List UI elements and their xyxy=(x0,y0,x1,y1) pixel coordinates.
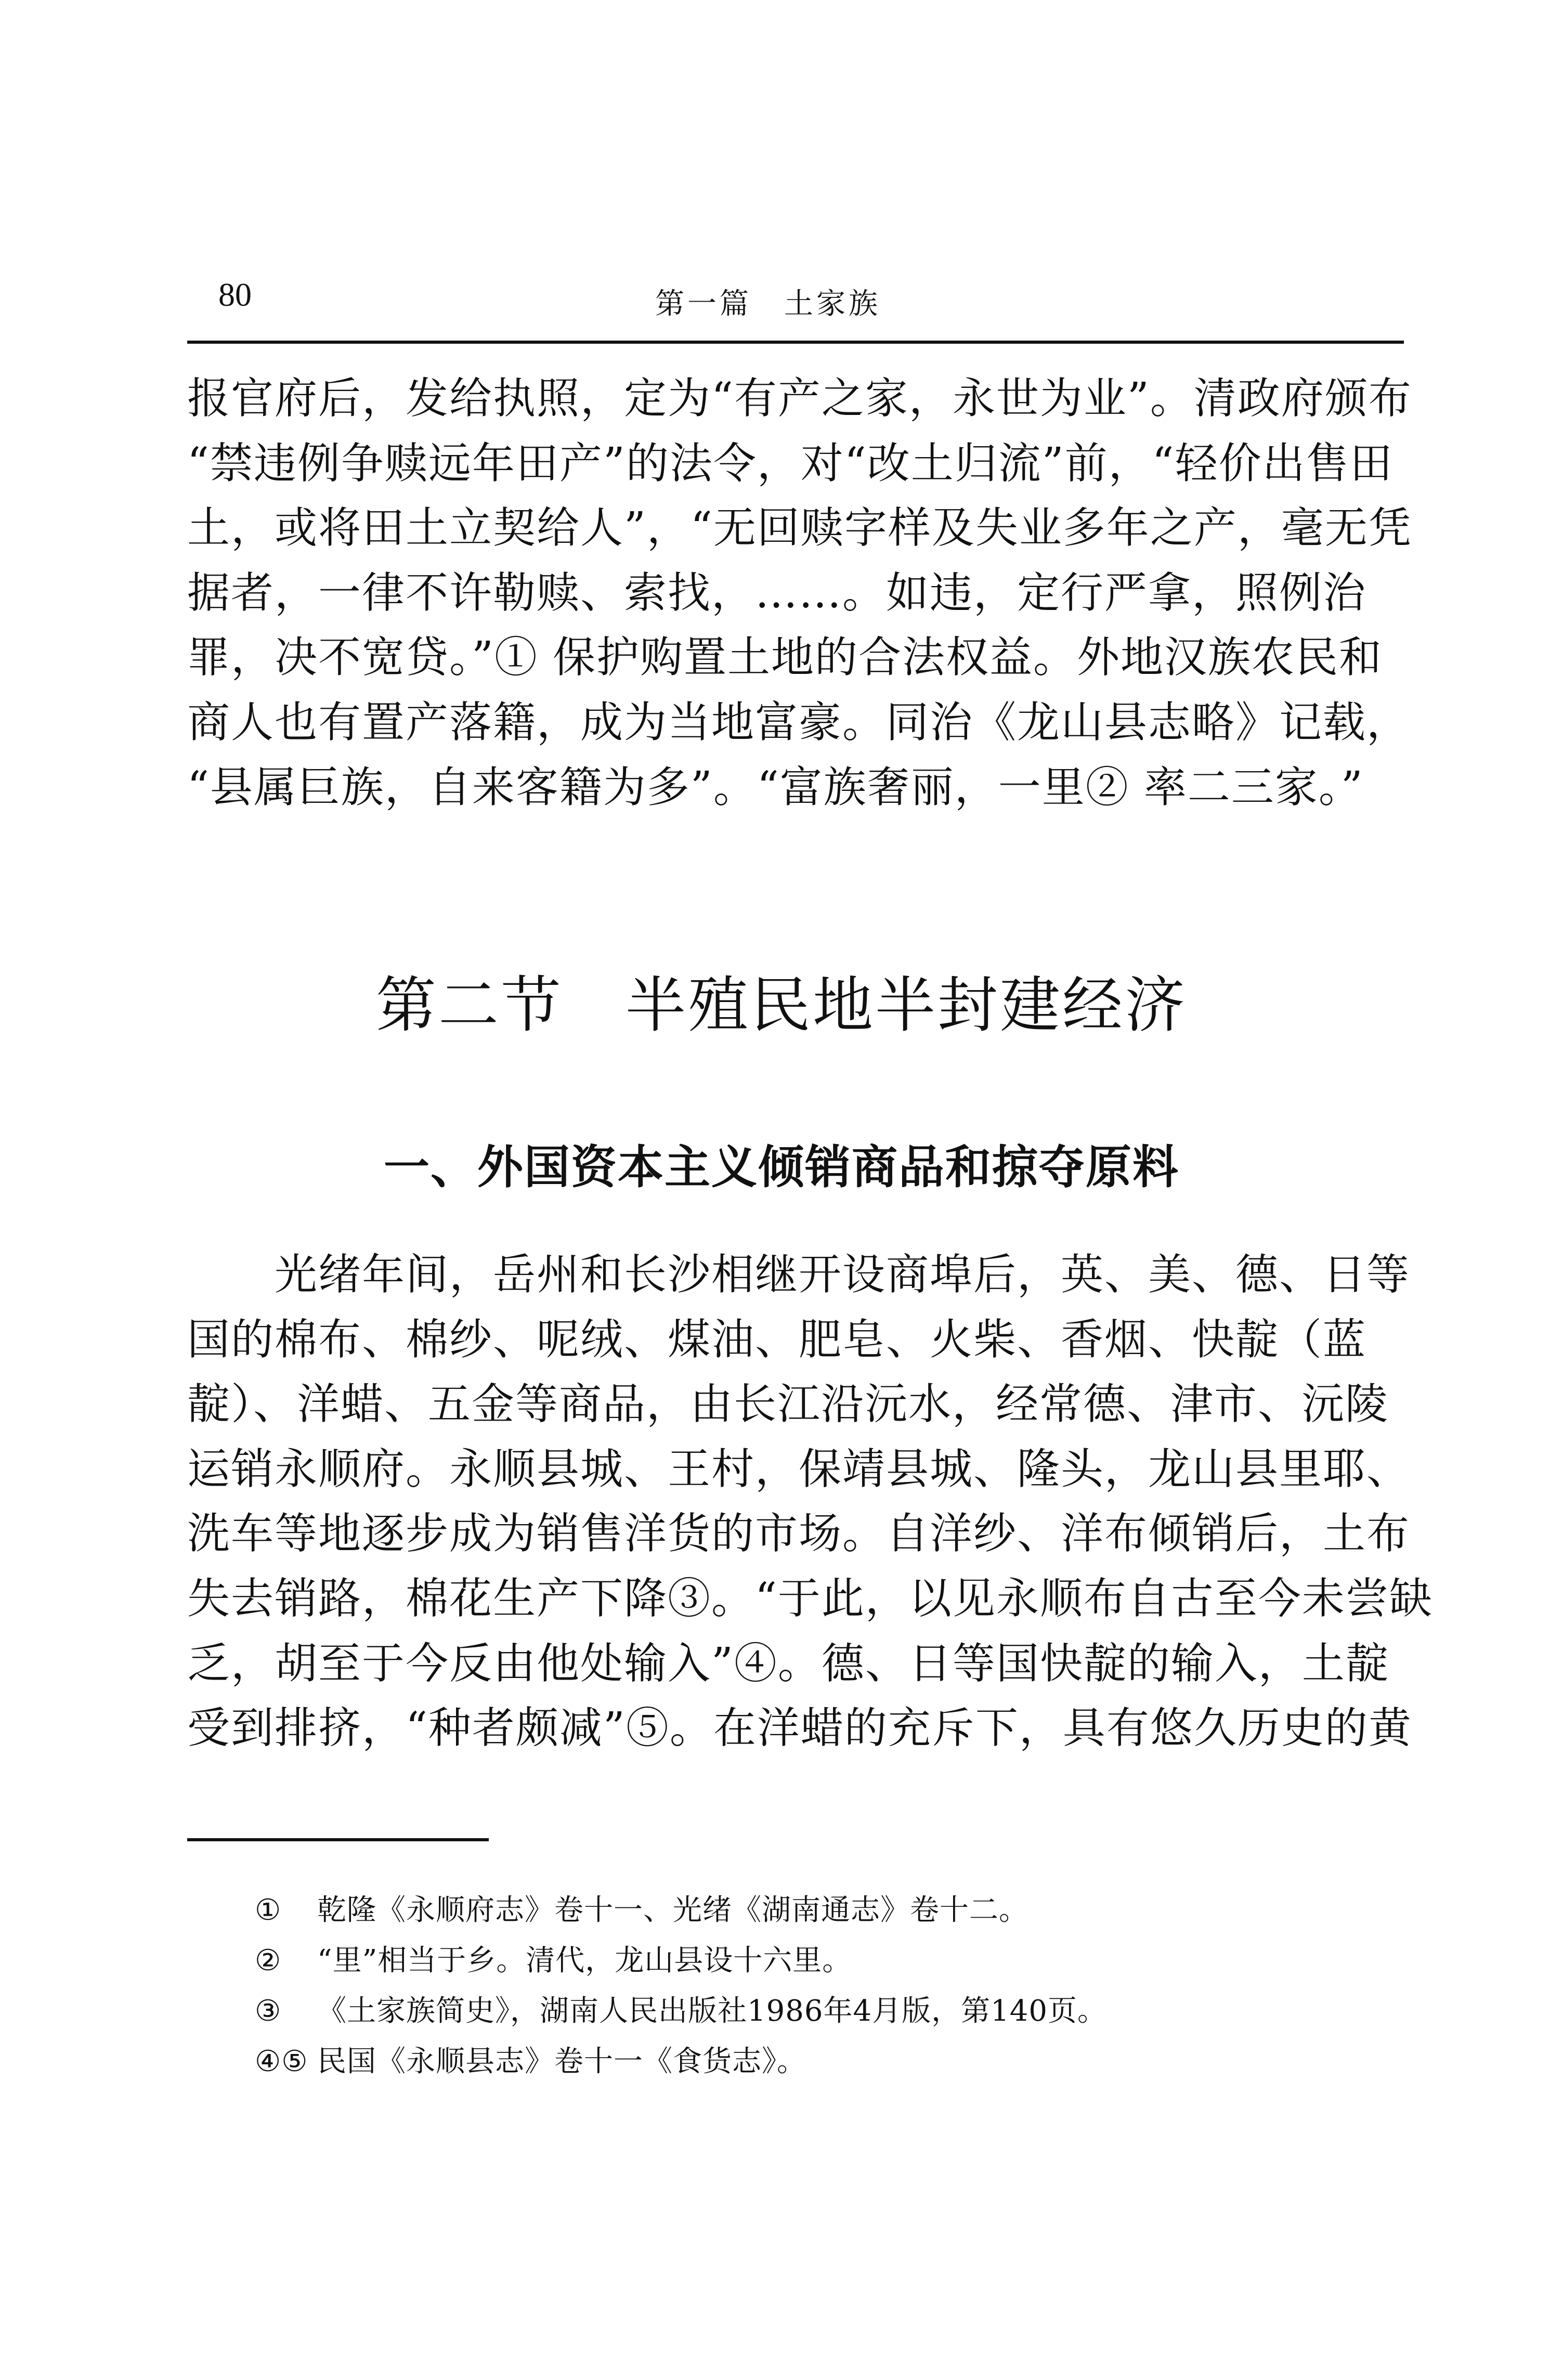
text-line: 光绪年间，岳州和长沙相继开设商埠后，英、美、德、日等 xyxy=(187,1250,1411,1299)
paragraph-2 xyxy=(187,1243,1433,1761)
text-line: 罪，决不宽贷。”① 保护购置土地的合法权益。外地汉族农民和 xyxy=(187,633,1383,683)
running-title: 第一篇 土家族 xyxy=(655,287,881,321)
footnote xyxy=(255,1986,1399,2036)
footnote-text: 乾隆《永顺府志》卷十一、光绪《湖南通志》卷十二。 xyxy=(317,1893,1028,1927)
text-line: 失去销路，棉花生产下降③。“于此，以见永顺布自古至今未尝缺 xyxy=(187,1573,1433,1623)
footnotes xyxy=(255,1885,1399,2087)
footnote-mark: ② xyxy=(255,1944,282,1978)
footnote-mark: ③ xyxy=(255,1994,282,2028)
footnote-mark: ① xyxy=(255,1893,282,1927)
section-title: 第二节 半殖民地半封建经济 xyxy=(376,970,1187,1041)
text-line: “县属巨族，自来客籍为多”。“富族奢丽，一里② 率二三家。” xyxy=(187,762,1364,812)
footnote xyxy=(255,1935,1399,1986)
text-line: 运销永顺府。永顺县城、王村，保靖县城、隆头，龙山县里耶、 xyxy=(187,1444,1411,1494)
text-line: 受到排挤，“种者颇减”⑤。在洋蜡的充斥下，具有悠久历史的黄 xyxy=(187,1703,1412,1753)
footnote xyxy=(255,2036,1399,2087)
paragraph-1 xyxy=(187,367,1412,820)
footnote-mark: ④⑤ xyxy=(255,2045,308,2078)
text-line: 乏，胡至于今反由他处输入”④。德、日等国快靛的输入，土靛 xyxy=(187,1638,1389,1688)
text-line: 洗车等地逐步成为销售洋货的市场。自洋纱、洋布倾销后，土布 xyxy=(187,1509,1411,1559)
footnote-rule xyxy=(187,1838,489,1841)
footnote-text: “里”相当于乡。清代，龙山县设十六里。 xyxy=(317,1944,852,1978)
text-line: 靛）、洋蜡、五金等商品，由长江沿沅水，经常德、津市、沅陵 xyxy=(187,1380,1389,1429)
text-line: 报官府后，发给执照，定为“有产之家，永世为业”。清政府颁布 xyxy=(187,374,1412,423)
text-line: 商人也有置产落籍，成为当地富豪。同治《龙山县志略》记载， xyxy=(187,697,1411,747)
text-line: 据者，一律不许勒赎、索找，……。如违，定行严拿，照例治 xyxy=(187,568,1367,618)
footnote-text: 民国《永顺县志》卷十一《食货志》。 xyxy=(317,2045,806,2078)
text-line: “禁违例争赎远年田产”的法令，对“改土归流”前，“轻价出售田 xyxy=(187,438,1393,488)
header-rule xyxy=(187,341,1404,344)
footnote xyxy=(255,1885,1399,1935)
page-number: 80 xyxy=(218,276,252,313)
text-line: 国的棉布、棉纱、呢绒、煤油、肥皂、火柴、香烟、快靛（蓝 xyxy=(187,1315,1367,1364)
text-line: 土，或将田土立契给人”，“无回赎字样及失业多年之产，毫无凭 xyxy=(187,503,1412,553)
subsection-title: 一、外国资本主义倾销商品和掠夺原料 xyxy=(383,1140,1179,1194)
footnote-text: 《土家族简史》，湖南人民出版社1986年4月版，第140页。 xyxy=(317,1994,1108,2028)
